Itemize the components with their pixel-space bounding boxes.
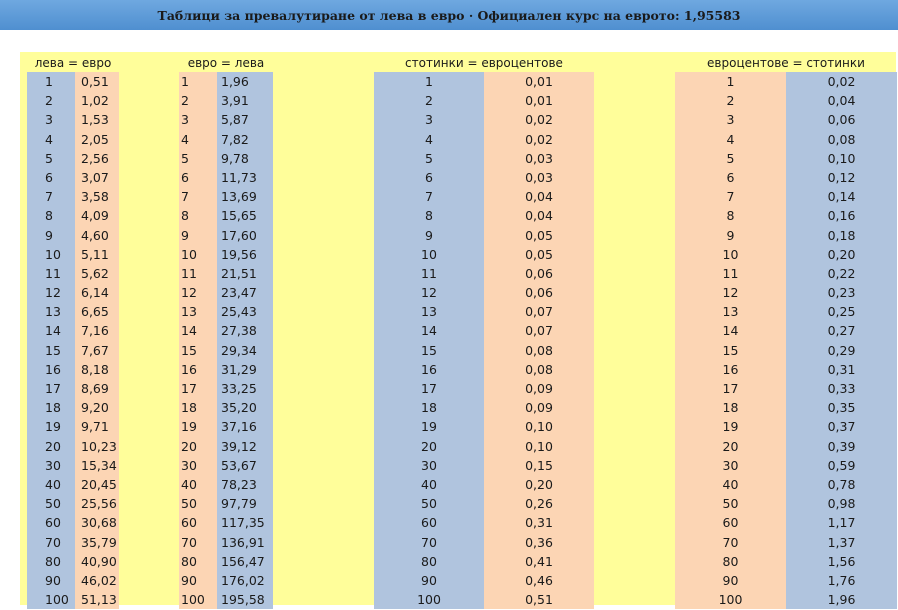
amount-cell: 90 — [179, 571, 217, 590]
amount-cell: 13 — [27, 302, 75, 321]
converted-cell: 0,46 — [484, 571, 594, 590]
converted-cell: 0,25 — [786, 302, 897, 321]
amount-cell: 7 — [27, 187, 75, 206]
amount-cell: 100 — [179, 590, 217, 609]
converted-cell: 0,16 — [786, 206, 897, 225]
amount-cell: 15 — [179, 341, 217, 360]
converted-cell: 195,58 — [217, 590, 273, 609]
converted-cell: 7,67 — [75, 341, 119, 360]
amount-cell: 30 — [179, 456, 217, 475]
converted-cell: 0,14 — [786, 187, 897, 206]
amount-cell: 11 — [675, 264, 786, 283]
amount-cell: 16 — [27, 360, 75, 379]
amount-cell: 10 — [374, 245, 484, 264]
converted-cell: 97,79 — [217, 494, 273, 513]
converted-cell: 25,43 — [217, 302, 273, 321]
amount-cell: 16 — [675, 360, 786, 379]
amount-column — [374, 72, 484, 609]
page-title: Таблици за превалутиране от лева в евро · Официален курс на еврото: 1,95583 — [157, 7, 741, 23]
converted-cell: 0,07 — [484, 321, 594, 340]
amount-cell: 100 — [675, 590, 786, 609]
converted-cell: 0,20 — [484, 475, 594, 494]
converted-cell: 0,05 — [484, 245, 594, 264]
converted-cell: 0,98 — [786, 494, 897, 513]
amount-cell: 17 — [675, 379, 786, 398]
amount-cell: 19 — [179, 417, 217, 436]
amount-cell: 3 — [374, 110, 484, 129]
amount-cell: 10 — [27, 245, 75, 264]
amount-cell: 13 — [675, 302, 786, 321]
amount-cell: 30 — [675, 456, 786, 475]
amount-cell: 18 — [675, 398, 786, 417]
amount-cell: 2 — [27, 91, 75, 110]
amount-cell: 13 — [179, 302, 217, 321]
converted-cell: 1,02 — [75, 91, 119, 110]
amount-cell: 15 — [27, 341, 75, 360]
amount-cell: 15 — [374, 341, 484, 360]
amount-column — [179, 72, 217, 609]
converted-cell: 21,51 — [217, 264, 273, 283]
converted-cell: 8,18 — [75, 360, 119, 379]
converted-cell: 0,08 — [786, 130, 897, 149]
converted-cell: 9,20 — [75, 398, 119, 417]
converted-cell: 136,91 — [217, 533, 273, 552]
converted-cell: 5,87 — [217, 110, 273, 129]
amount-cell: 5 — [374, 149, 484, 168]
amount-cell: 20 — [675, 437, 786, 456]
converted-cell: 0,51 — [75, 72, 119, 91]
converted-cell: 13,69 — [217, 187, 273, 206]
amount-cell: 5 — [179, 149, 217, 168]
converted-cell: 30,68 — [75, 513, 119, 532]
converted-cell: 0,59 — [786, 456, 897, 475]
amount-cell: 18 — [179, 398, 217, 417]
converted-cell: 1,53 — [75, 110, 119, 129]
table-header: евро = лева — [187, 56, 265, 70]
converted-cell: 0,04 — [786, 91, 897, 110]
converted-cell: 176,02 — [217, 571, 273, 590]
converted-column — [75, 72, 119, 609]
amount-cell: 90 — [27, 571, 75, 590]
converted-cell: 0,31 — [484, 513, 594, 532]
amount-cell: 2 — [179, 91, 217, 110]
amount-cell: 80 — [374, 552, 484, 571]
converted-cell: 0,18 — [786, 226, 897, 245]
converted-cell: 0,02 — [786, 72, 897, 91]
amount-cell: 8 — [27, 206, 75, 225]
converted-cell: 7,16 — [75, 321, 119, 340]
amount-cell: 4 — [27, 130, 75, 149]
converted-cell: 19,56 — [217, 245, 273, 264]
converted-cell: 0,20 — [786, 245, 897, 264]
converted-cell: 0,29 — [786, 341, 897, 360]
converted-cell: 0,78 — [786, 475, 897, 494]
converted-cell: 0,08 — [484, 360, 594, 379]
conversion-sheet — [20, 52, 896, 608]
amount-cell: 12 — [675, 283, 786, 302]
amount-cell: 50 — [179, 494, 217, 513]
converted-cell: 0,03 — [484, 149, 594, 168]
amount-cell: 12 — [374, 283, 484, 302]
converted-cell: 39,12 — [217, 437, 273, 456]
amount-cell: 60 — [374, 513, 484, 532]
amount-cell: 12 — [27, 283, 75, 302]
amount-cell: 9 — [27, 226, 75, 245]
amount-cell: 17 — [179, 379, 217, 398]
converted-cell: 0,08 — [484, 341, 594, 360]
converted-cell: 0,22 — [786, 264, 897, 283]
amount-cell: 15 — [675, 341, 786, 360]
converted-cell: 0,12 — [786, 168, 897, 187]
converted-cell: 6,65 — [75, 302, 119, 321]
amount-cell: 60 — [27, 513, 75, 532]
converted-cell: 35,79 — [75, 533, 119, 552]
converted-cell: 0,15 — [484, 456, 594, 475]
amount-cell: 80 — [179, 552, 217, 571]
amount-cell: 90 — [675, 571, 786, 590]
table-stotinki-to-eurocents — [374, 55, 594, 609]
amount-cell: 20 — [374, 437, 484, 456]
converted-cell: 3,07 — [75, 168, 119, 187]
converted-cell: 0,10 — [786, 149, 897, 168]
amount-cell: 9 — [374, 226, 484, 245]
amount-cell: 50 — [374, 494, 484, 513]
converted-cell: 0,05 — [484, 226, 594, 245]
amount-cell: 80 — [675, 552, 786, 571]
amount-cell: 40 — [179, 475, 217, 494]
amount-cell: 19 — [675, 417, 786, 436]
converted-cell: 0,10 — [484, 417, 594, 436]
converted-cell: 0,02 — [484, 110, 594, 129]
converted-cell: 11,73 — [217, 168, 273, 187]
amount-cell: 70 — [374, 533, 484, 552]
amount-cell: 14 — [374, 321, 484, 340]
amount-column — [27, 72, 75, 609]
amount-cell: 1 — [179, 72, 217, 91]
amount-cell: 18 — [27, 398, 75, 417]
amount-cell: 14 — [27, 321, 75, 340]
converted-cell: 5,62 — [75, 264, 119, 283]
amount-cell: 11 — [27, 264, 75, 283]
converted-cell: 0,27 — [786, 321, 897, 340]
converted-cell: 0,09 — [484, 398, 594, 417]
converted-cell: 1,96 — [786, 590, 897, 609]
amount-cell: 10 — [675, 245, 786, 264]
table-bgn-to-eur — [27, 55, 119, 609]
converted-cell: 0,01 — [484, 72, 594, 91]
amount-cell: 13 — [374, 302, 484, 321]
amount-cell: 5 — [27, 149, 75, 168]
amount-cell: 6 — [374, 168, 484, 187]
amount-cell: 70 — [675, 533, 786, 552]
converted-cell: 0,06 — [484, 283, 594, 302]
amount-cell: 80 — [27, 552, 75, 571]
amount-cell: 8 — [675, 206, 786, 225]
converted-cell: 15,34 — [75, 456, 119, 475]
converted-cell: 0,33 — [786, 379, 897, 398]
converted-cell: 4,09 — [75, 206, 119, 225]
converted-cell: 15,65 — [217, 206, 273, 225]
amount-cell: 6 — [675, 168, 786, 187]
converted-cell: 0,04 — [484, 206, 594, 225]
converted-cell: 0,01 — [484, 91, 594, 110]
converted-cell: 3,91 — [217, 91, 273, 110]
converted-cell: 4,60 — [75, 226, 119, 245]
converted-cell: 0,35 — [786, 398, 897, 417]
converted-cell: 25,56 — [75, 494, 119, 513]
amount-cell: 100 — [374, 590, 484, 609]
amount-cell: 4 — [179, 130, 217, 149]
amount-cell: 14 — [675, 321, 786, 340]
converted-cell: 1,96 — [217, 72, 273, 91]
amount-cell: 4 — [374, 130, 484, 149]
amount-cell: 16 — [179, 360, 217, 379]
amount-cell: 90 — [374, 571, 484, 590]
converted-cell: 40,90 — [75, 552, 119, 571]
converted-cell: 17,60 — [217, 226, 273, 245]
converted-cell: 0,02 — [484, 130, 594, 149]
converted-cell: 6,14 — [75, 283, 119, 302]
amount-cell: 3 — [675, 110, 786, 129]
amount-cell: 9 — [675, 226, 786, 245]
amount-cell: 4 — [675, 130, 786, 149]
converted-cell: 5,11 — [75, 245, 119, 264]
converted-cell: 2,56 — [75, 149, 119, 168]
converted-cell: 27,38 — [217, 321, 273, 340]
amount-cell: 6 — [179, 168, 217, 187]
converted-cell: 0,51 — [484, 590, 594, 609]
amount-cell: 40 — [675, 475, 786, 494]
converted-cell: 1,56 — [786, 552, 897, 571]
converted-cell: 33,25 — [217, 379, 273, 398]
amount-cell: 19 — [374, 417, 484, 436]
converted-cell: 0,36 — [484, 533, 594, 552]
table-eur-to-bgn — [179, 55, 273, 609]
amount-cell: 7 — [675, 187, 786, 206]
converted-cell: 10,23 — [75, 437, 119, 456]
converted-cell: 7,82 — [217, 130, 273, 149]
amount-cell: 8 — [374, 206, 484, 225]
converted-cell: 37,16 — [217, 417, 273, 436]
converted-column — [217, 72, 273, 609]
amount-cell: 10 — [179, 245, 217, 264]
amount-cell: 50 — [675, 494, 786, 513]
converted-cell: 0,23 — [786, 283, 897, 302]
converted-cell: 0,39 — [786, 437, 897, 456]
amount-cell: 70 — [27, 533, 75, 552]
amount-cell: 18 — [374, 398, 484, 417]
amount-cell: 3 — [179, 110, 217, 129]
converted-cell: 0,06 — [786, 110, 897, 129]
converted-cell: 0,10 — [484, 437, 594, 456]
amount-cell: 6 — [27, 168, 75, 187]
amount-cell: 1 — [27, 72, 75, 91]
converted-cell: 0,31 — [786, 360, 897, 379]
converted-cell: 1,76 — [786, 571, 897, 590]
converted-cell: 0,03 — [484, 168, 594, 187]
converted-cell: 1,37 — [786, 533, 897, 552]
amount-cell: 16 — [374, 360, 484, 379]
converted-column — [786, 72, 897, 609]
amount-cell: 2 — [374, 91, 484, 110]
table-eurocents-to-stotinki — [675, 55, 897, 609]
converted-cell: 0,37 — [786, 417, 897, 436]
amount-cell: 14 — [179, 321, 217, 340]
amount-cell: 2 — [675, 91, 786, 110]
converted-cell: 78,23 — [217, 475, 273, 494]
amount-cell: 60 — [179, 513, 217, 532]
amount-cell: 20 — [27, 437, 75, 456]
amount-column — [675, 72, 786, 609]
converted-cell: 0,26 — [484, 494, 594, 513]
converted-cell: 2,05 — [75, 130, 119, 149]
amount-cell: 7 — [179, 187, 217, 206]
converted-column — [484, 72, 594, 609]
converted-cell: 46,02 — [75, 571, 119, 590]
converted-cell: 0,09 — [484, 379, 594, 398]
amount-cell: 1 — [675, 72, 786, 91]
converted-cell: 0,41 — [484, 552, 594, 571]
converted-cell: 23,47 — [217, 283, 273, 302]
amount-cell: 11 — [179, 264, 217, 283]
converted-cell: 0,07 — [484, 302, 594, 321]
converted-cell: 156,47 — [217, 552, 273, 571]
converted-cell: 53,67 — [217, 456, 273, 475]
amount-cell: 12 — [179, 283, 217, 302]
amount-cell: 7 — [374, 187, 484, 206]
converted-cell: 3,58 — [75, 187, 119, 206]
amount-cell: 3 — [27, 110, 75, 129]
converted-cell: 20,45 — [75, 475, 119, 494]
amount-cell: 100 — [27, 590, 75, 609]
converted-cell: 0,04 — [484, 187, 594, 206]
amount-cell: 40 — [27, 475, 75, 494]
table-header: лева = евро — [34, 56, 112, 70]
amount-cell: 5 — [675, 149, 786, 168]
page-header — [0, 0, 898, 30]
amount-cell: 50 — [27, 494, 75, 513]
amount-cell: 70 — [179, 533, 217, 552]
amount-cell: 11 — [374, 264, 484, 283]
amount-cell: 60 — [675, 513, 786, 532]
converted-cell: 1,17 — [786, 513, 897, 532]
converted-cell: 29,34 — [217, 341, 273, 360]
table-header: стотинки = евроцентове — [405, 56, 563, 70]
amount-cell: 40 — [374, 475, 484, 494]
amount-cell: 8 — [179, 206, 217, 225]
amount-cell: 1 — [374, 72, 484, 91]
converted-cell: 9,71 — [75, 417, 119, 436]
amount-cell: 20 — [179, 437, 217, 456]
converted-cell: 8,69 — [75, 379, 119, 398]
amount-cell: 17 — [27, 379, 75, 398]
amount-cell: 19 — [27, 417, 75, 436]
converted-cell: 0,06 — [484, 264, 594, 283]
amount-cell: 9 — [179, 226, 217, 245]
converted-cell: 117,35 — [217, 513, 273, 532]
converted-cell: 35,20 — [217, 398, 273, 417]
amount-cell: 30 — [374, 456, 484, 475]
amount-cell: 17 — [374, 379, 484, 398]
table-header: евроцентове = стотинки — [707, 56, 865, 70]
amount-cell: 30 — [27, 456, 75, 475]
converted-cell: 51,13 — [75, 590, 119, 609]
converted-cell: 9,78 — [217, 149, 273, 168]
converted-cell: 31,29 — [217, 360, 273, 379]
